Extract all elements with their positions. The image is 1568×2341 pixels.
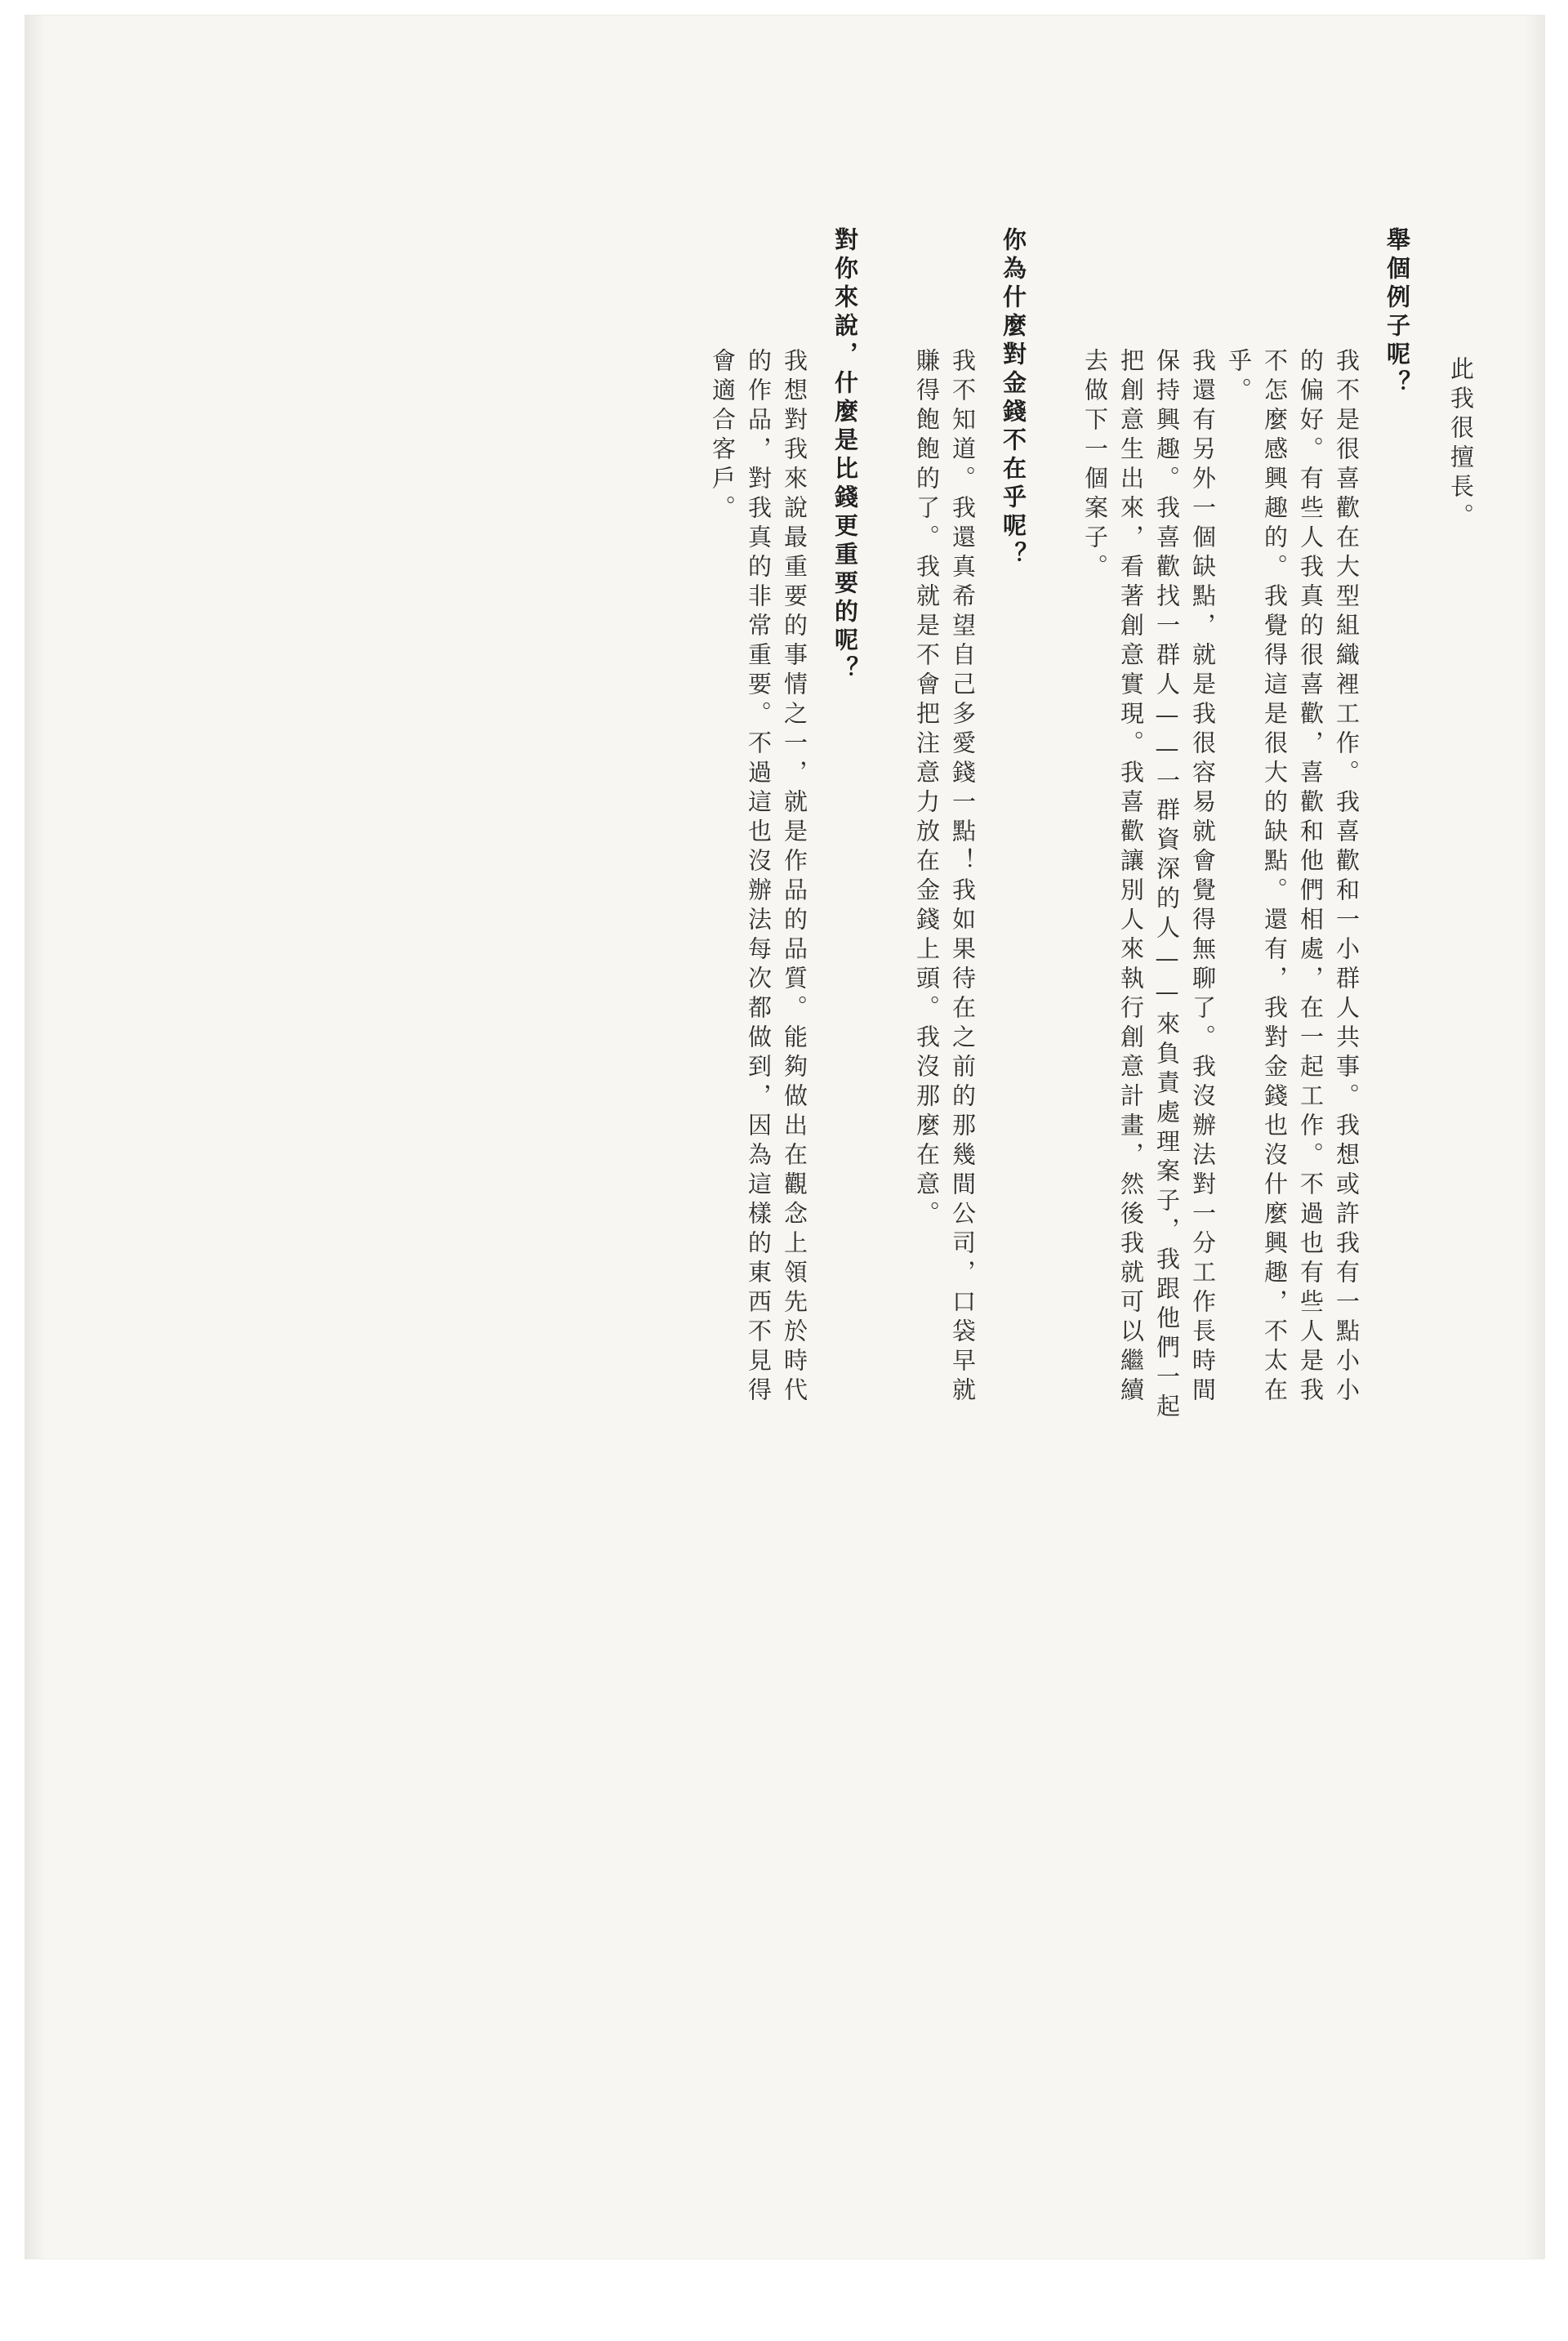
question-3: 對你來說，什麼是比錢更重要的呢？: [831, 227, 859, 684]
answer-1-line-1: 我不是很喜歡在大型組織裡工作。我喜歡和一小群人共事。我想或許我有一點小小: [1333, 348, 1361, 1407]
answer-1-line-7: 把創意生出來，看著創意實現。我喜歡讓別人來執行創意計畫，然後我就可以繼續: [1117, 348, 1145, 1407]
answer-1-line-6: 保持興趣。我喜歡找一群人——一群資深的人——來負責處理案子，我跟他們一起: [1153, 348, 1181, 1423]
answer-1-line-8: 去做下一個案子。: [1081, 348, 1109, 583]
answer-2-line-2: 賺得飽飽的了。我就是不會把注意力放在金錢上頭。我沒那麼在意。: [913, 348, 941, 1230]
question-1: 舉個例子呢？: [1383, 227, 1411, 399]
answer-1-line-4: 乎。: [1225, 348, 1253, 407]
vertical-text-area: [204, 137, 1478, 2122]
section-block-3: [704, 137, 862, 2122]
spacer: [980, 137, 995, 2122]
answer-3-line-1: 我想對我來說最重要的事情之一，就是作品的品質。能夠做出在觀念上領先於時代: [781, 348, 808, 1407]
spacer: [812, 137, 826, 2122]
section-block-2: [908, 137, 1031, 2122]
fragment-line: 此我很擅長。: [1447, 356, 1475, 533]
answer-2-line-1: 我不知道。我還真希望自己多愛錢一點！我如果待在之前的那幾間公司，口袋早就: [949, 348, 977, 1407]
scanned-paper: [24, 15, 1545, 2259]
answer-1-line-2: 的偏好。有些人我真的很喜歡，喜歡和他們相處，在一起工作。不過也有些人是我: [1297, 348, 1325, 1407]
section-block-1: [1076, 137, 1478, 2122]
spacer: [1414, 137, 1442, 2122]
question-2: 你為什麼對金錢不在乎呢？: [1000, 227, 1027, 570]
answer-3-line-2: 的作品，對我真的非常重要。不過這也沒辦法每次都做到，因為這樣的東西不見得: [745, 348, 773, 1407]
answer-3-line-3: 會適合客戶。: [709, 348, 737, 524]
answer-1-line-5: 我還有另外一個缺點，就是我很容易就會覺得無聊了。我沒辦法對一分工作長時間: [1189, 348, 1217, 1407]
answer-1-line-3: 不怎麼感興趣的。我覺得這是很大的缺點。還有，我對金錢也沒什麼興趣，不太在: [1261, 348, 1289, 1407]
spacer: [1364, 137, 1379, 2122]
